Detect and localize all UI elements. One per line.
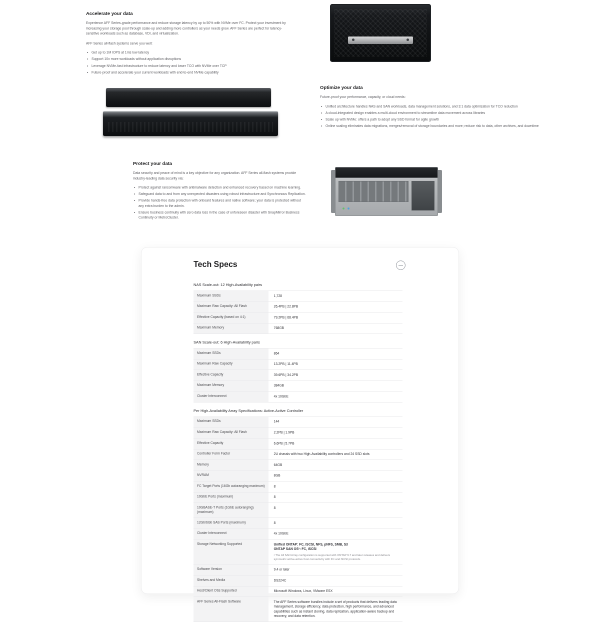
bullet-list bbox=[86, 51, 292, 76]
product-image-storage-shelves bbox=[103, 88, 278, 138]
spec-row-label: Maximum Raw Capacity: All Flash bbox=[194, 428, 269, 438]
spec-row bbox=[194, 417, 403, 428]
spec-row-value: 9.4 or later bbox=[269, 565, 403, 575]
spec-row-label: Maximum Raw Capacity: All Flash bbox=[194, 302, 269, 312]
spec-row-value: 1,728 bbox=[269, 291, 403, 301]
section-optimize bbox=[320, 85, 565, 131]
spec-row-value: 864 bbox=[269, 349, 403, 359]
shelf-vents bbox=[108, 122, 273, 132]
bullet-list bbox=[320, 104, 565, 129]
spec-row-label: Storage Networking Supported bbox=[194, 540, 269, 565]
spec-row-value: 79.2PB | 68.4PB bbox=[269, 313, 403, 323]
shelf-bottom bbox=[103, 111, 278, 136]
status-led-green bbox=[343, 208, 345, 210]
section-accelerate bbox=[86, 11, 292, 77]
chassis-latch bbox=[348, 36, 413, 44]
spec-group-heading: NAS Scale-out: 12 High-Availability pairs bbox=[194, 277, 403, 291]
spec-row-value: 39.6PB | 34.2PB bbox=[269, 370, 403, 380]
spec-row bbox=[194, 460, 403, 471]
spec-row-label: Cluster Interconnect bbox=[194, 392, 269, 402]
spec-row bbox=[194, 392, 403, 403]
spec-row-label: Maximum SSDs bbox=[194, 349, 269, 359]
spec-row-value: 2.2PB | 1.9PB bbox=[269, 428, 403, 438]
spec-row-label: NVRAM bbox=[194, 471, 269, 481]
spec-row bbox=[194, 503, 403, 518]
spec-row-label: Memory bbox=[194, 460, 269, 470]
spec-row bbox=[194, 428, 403, 439]
spec-row bbox=[194, 349, 403, 360]
bullet-item: • Leverage NVMe-fast infrastructure to reduce latency and lower TCO with NVMe over TCP bbox=[86, 64, 292, 69]
section-lead-in: Future-proof your performance, capacity, or cloud needs: bbox=[320, 95, 565, 100]
spec-row-label: Maximum Raw Capacity bbox=[194, 359, 269, 369]
bullet-item: • Get up to 1M IOPS at 1ms low latency bbox=[86, 51, 292, 56]
spec-row-value bbox=[269, 540, 403, 565]
spec-row bbox=[194, 471, 403, 482]
spec-row-label: 10GbE Ports (maximum) bbox=[194, 492, 269, 502]
spec-row-value: The AFF Series software bundles include a set of products that delivers leading data management, storage efficiency, data protection, high performance, and advanced capabilities such as instant cloning, data replication, application-aware backup and recovery, and data retention. bbox=[269, 597, 403, 622]
spec-row-label: FC Target Ports (16Gb autoranging maximum) bbox=[194, 482, 269, 492]
chassis-mesh-texture bbox=[334, 9, 427, 57]
spec-row-value: 2U chassis with two High-Availability controllers and 24 SSD slots bbox=[269, 449, 403, 459]
spec-row bbox=[194, 439, 403, 450]
spec-row-value: 6.6PB | 5.7PB bbox=[269, 439, 403, 449]
spec-row-label: 12Gb/6Gb SAS Ports (maximum) bbox=[194, 518, 269, 528]
spec-row-label: Software Version bbox=[194, 565, 269, 575]
spec-row-label: Maximum SSDs bbox=[194, 291, 269, 301]
spec-row bbox=[194, 291, 403, 302]
section-protect bbox=[133, 161, 307, 222]
product-image-controller-rear bbox=[331, 167, 442, 216]
spec-row bbox=[194, 313, 403, 324]
controller-body bbox=[335, 167, 438, 216]
spec-row-label: Cluster Interconnect bbox=[194, 529, 269, 539]
spec-row-value: 8GB bbox=[269, 471, 403, 481]
bullet-item: • Ensure business continuity with zero data loss in the case of unforeseen disaster with SnapMirror Business Continuity or MetroCluster. bbox=[133, 210, 307, 220]
spec-row-value: 4x 10GbE bbox=[269, 529, 403, 539]
bullet-item: • Provide hands-free data protection with onboard features and native software; your data is protected without any extra burden to the admin. bbox=[133, 199, 307, 209]
spec-row-value: 8 bbox=[269, 492, 403, 502]
spec-row-value: 13.2PB | 11.4PB bbox=[269, 359, 403, 369]
bullet-item: • Future-proof and accelerate your current workloads with end-to-end NVMe capability bbox=[86, 70, 292, 75]
spec-row bbox=[194, 529, 403, 540]
shelf-top bbox=[106, 88, 271, 107]
section-title: Accelerate your data bbox=[86, 11, 292, 17]
spec-row-value: 768GB bbox=[269, 323, 403, 333]
bullet-item: • A cloud-integrated design enables a multi-cloud environment to streamline data movement across libraries bbox=[320, 111, 565, 116]
spec-row bbox=[194, 370, 403, 381]
spec-row bbox=[194, 482, 403, 493]
spec-row-label: Effective Capacity bbox=[194, 370, 269, 380]
spec-row-value: 144 bbox=[269, 417, 403, 427]
bullet-item: • Unified architecture handles NAS and SAN workloads, data management solutions, and 3:1 data optimization for TCO reduction bbox=[320, 104, 565, 109]
status-led-blue bbox=[348, 208, 350, 210]
bullet-item: • Support 10x more workloads without application disruptions bbox=[86, 57, 292, 62]
spec-value-footnote: ¹ The All SAN Array configuration is supported with ONTAP 9.7 and later releases and delivers symmetric active-active host connectivity with FC and iSCSI protocols. bbox=[274, 553, 398, 561]
spec-row-label: 10GBASE-T Ports (1GbE autoranging) (maximum) bbox=[194, 503, 269, 517]
spec-row bbox=[194, 302, 403, 313]
spec-row bbox=[194, 597, 403, 622]
spec-row-label: Effective Capacity bbox=[194, 439, 269, 449]
spec-row-value: 8 bbox=[269, 518, 403, 528]
spec-row-value: DS224C bbox=[269, 576, 403, 586]
spec-row bbox=[194, 586, 403, 597]
latch-dot bbox=[406, 38, 409, 41]
spec-group-heading: Per High-Availability Array Specifications: Active-Active Controller bbox=[194, 402, 403, 416]
spec-table bbox=[194, 277, 403, 622]
spec-row-label: Effective Capacity (based on 4:1) bbox=[194, 313, 269, 323]
section-title: Optimize your data bbox=[320, 85, 565, 91]
latch-dot bbox=[352, 38, 355, 41]
bullet-item: • Protect against ransomware with antimalware detection and enhanced recovery based on machine learning. bbox=[133, 186, 307, 191]
bullet-item: • Online scaling eliminates data migrations, merges/removal of storage boundaries and more; reduce risk to data, other archives, and downtime bbox=[320, 124, 565, 129]
spec-row-value: Microsoft Windows, Linux, VMware ESX bbox=[269, 586, 403, 596]
spec-row bbox=[194, 359, 403, 370]
spec-row bbox=[194, 565, 403, 576]
section-lead-in: AFF Series all-flash systems serve you well: bbox=[86, 41, 292, 46]
spec-group-heading: SAN Scale-out: 6 High-Availability pairs bbox=[194, 334, 403, 348]
product-image-flash-chassis bbox=[330, 4, 431, 62]
spec-group-rows bbox=[194, 291, 403, 335]
spec-row-value: 4x 10GbE bbox=[269, 392, 403, 402]
bullet-list bbox=[133, 186, 307, 221]
spec-row-label: Maximum SSDs bbox=[194, 417, 269, 427]
tech-specs-title: Tech Specs bbox=[194, 261, 404, 270]
spec-row-label: Host/Client OSs Supported bbox=[194, 586, 269, 596]
spec-row bbox=[194, 449, 403, 460]
io-module-slots bbox=[339, 181, 409, 202]
bullet-item: • Scale up with NVMe: offers a path to adopt any SSD format for agile growth bbox=[320, 117, 565, 122]
spec-row-label: Shelves and Media bbox=[194, 576, 269, 586]
spec-row-label: Controller Form Factor bbox=[194, 449, 269, 459]
spec-row-value: 64GB bbox=[269, 460, 403, 470]
bullet-item: • Safeguard data to and from any unexpected disasters using robust infrastructure and Synchronous Replication. bbox=[133, 192, 307, 197]
spec-row bbox=[194, 518, 403, 529]
controller-top-panel bbox=[336, 168, 438, 179]
tech-specs-card bbox=[141, 247, 459, 594]
spec-row-label: Maximum Memory bbox=[194, 323, 269, 333]
section-paragraph: Data security and peace of mind is a key objective for any organization. AFF Series all-flash systems provide industry-leading data security via: bbox=[133, 171, 307, 182]
power-supply-unit bbox=[412, 181, 435, 211]
spec-group-rows bbox=[194, 416, 403, 622]
spec-value-bold-line: ONTAP SAN OS¹: FC, iSCSI bbox=[274, 547, 398, 552]
collapse-minus-icon[interactable] bbox=[396, 261, 406, 271]
spec-row bbox=[194, 540, 403, 565]
minus-glyph bbox=[399, 265, 404, 266]
spec-row-value: 8 bbox=[269, 482, 403, 492]
spec-row-label: Maximum Memory bbox=[194, 381, 269, 391]
spec-row bbox=[194, 492, 403, 503]
spec-value-bold-line: Unified ONTAP: FC, iSCSI, NFS, pNFS, SMB, S3 bbox=[274, 542, 398, 547]
spec-row bbox=[194, 576, 403, 587]
tech-specs-header[interactable] bbox=[142, 248, 459, 270]
spec-row-value: 26.4PB | 22.8PB bbox=[269, 302, 403, 312]
spec-row-value: 384GB bbox=[269, 381, 403, 391]
spec-row bbox=[194, 381, 403, 392]
spec-group-rows bbox=[194, 348, 403, 402]
spec-row bbox=[194, 323, 403, 334]
section-title: Protect your data bbox=[133, 161, 307, 167]
section-paragraph: Experience AFF Series-grade performance and reduce storage latency by up to 50% with NVMe over FC. Protect your investment by increasing your storage pool through scale-up and adding more controllers as your needs grow. AFF Series are perfect for latency-sensitive workloads such as database, VDI, and virtualization. bbox=[86, 21, 292, 37]
spec-row-value: 8 bbox=[269, 503, 403, 517]
spec-row-label: AFF Series All-Flash Software bbox=[194, 597, 269, 622]
